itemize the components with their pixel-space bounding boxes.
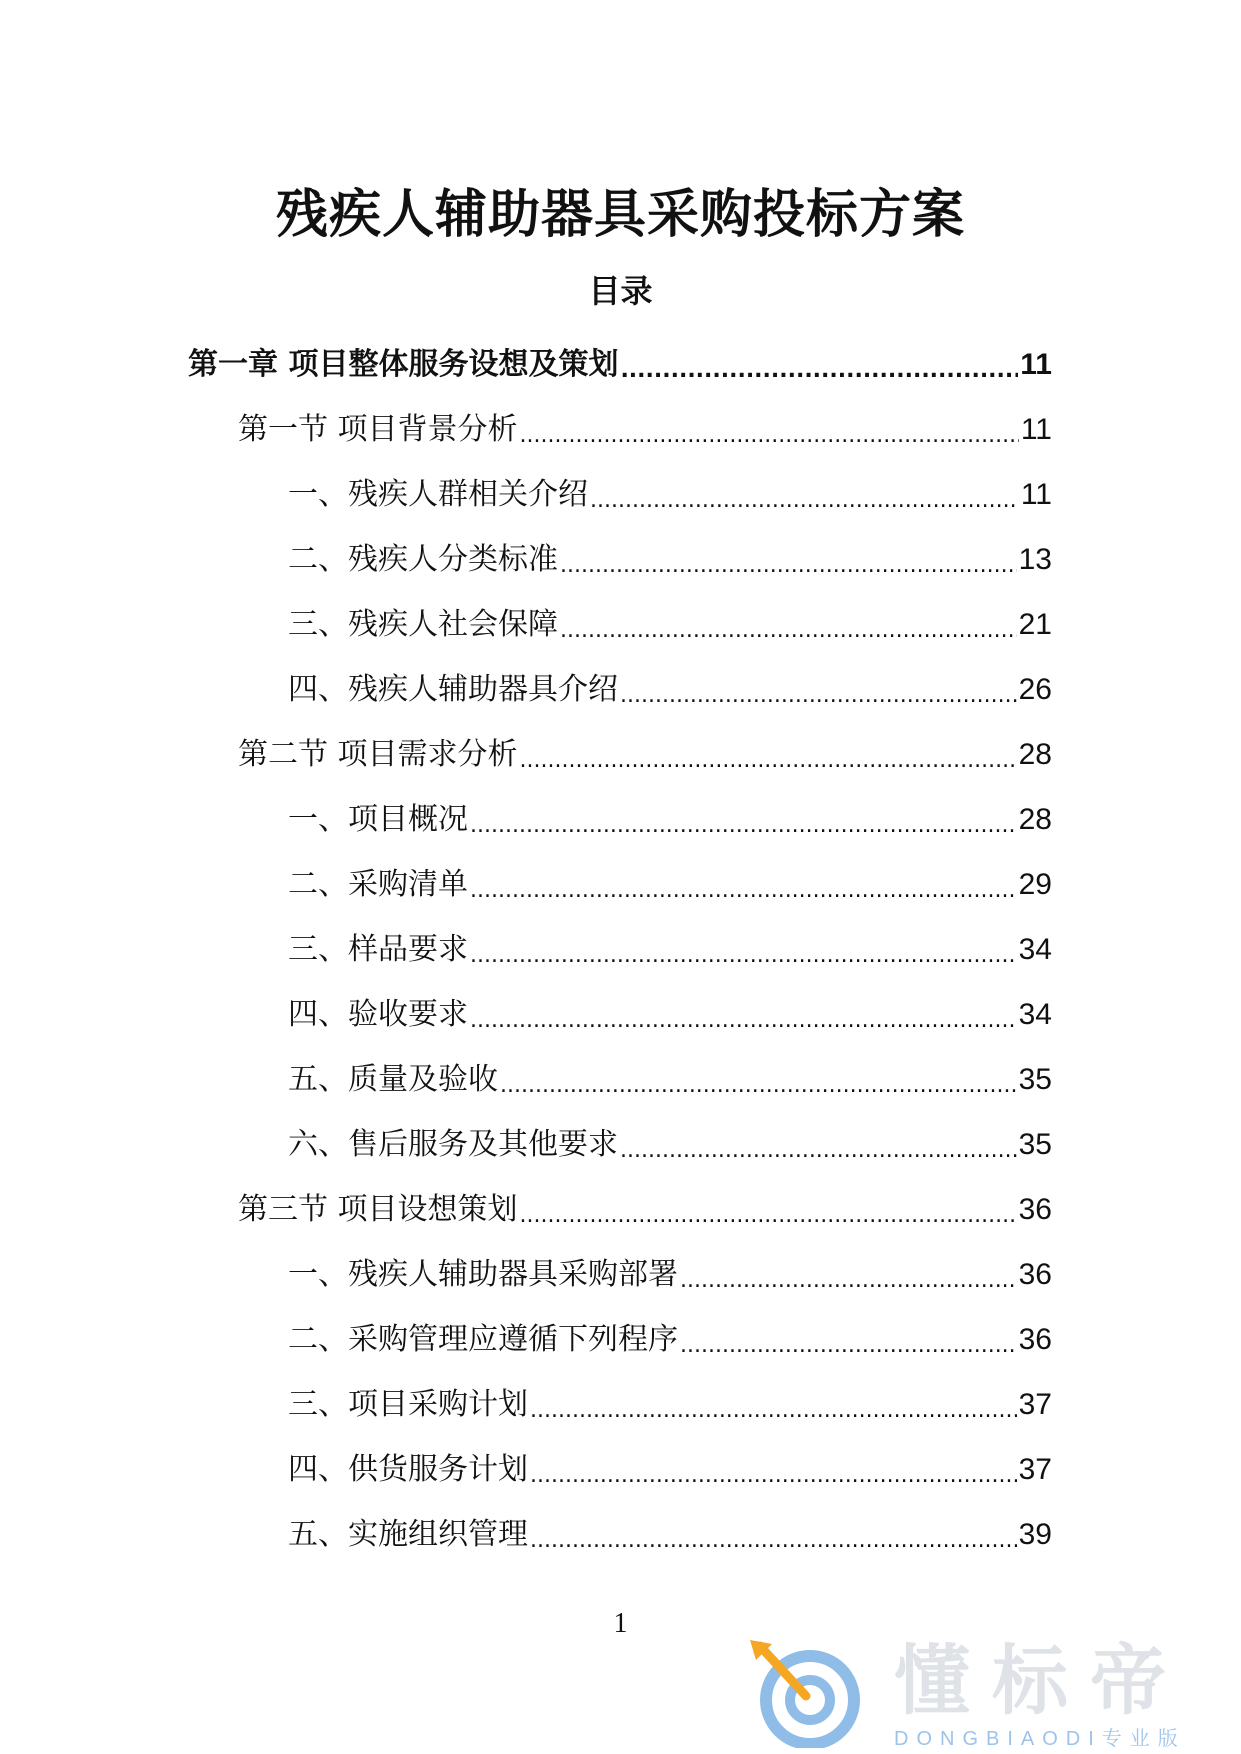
watermark-subtitle: DONGBIAODI专业版	[894, 1728, 1186, 1750]
toc-entry[interactable]	[288, 1112, 1052, 1177]
toc-entry-label: 二、采购管理应遵循下列程序	[288, 1321, 678, 1357]
toc-entry-page: 29	[1018, 867, 1052, 901]
toc-dot-leader	[530, 1391, 1017, 1431]
toc-entry-label: 二、采购清单	[288, 866, 468, 902]
toc-dot-leader	[470, 1001, 1017, 1041]
toc-entry-page: 11	[1020, 347, 1052, 381]
toc-entry-label: 四、验收要求	[288, 996, 468, 1032]
toc-entry-label: 五、质量及验收	[288, 1061, 498, 1097]
toc-entry-label: 三、残疾人社会保障	[288, 606, 558, 642]
toc-entry[interactable]	[288, 1242, 1052, 1307]
toc-entry-page: 34	[1018, 932, 1052, 966]
toc-entry-page: 28	[1018, 802, 1052, 836]
toc-entry-page: 21	[1018, 607, 1052, 641]
toc-dot-leader	[680, 1326, 1017, 1366]
toc-entry-page: 37	[1018, 1452, 1052, 1486]
toc-entry[interactable]	[288, 917, 1052, 982]
target-arrow-icon	[746, 1638, 862, 1748]
toc-dot-leader	[680, 1261, 1017, 1301]
toc-entry-page: 35	[1018, 1062, 1052, 1096]
toc-entry-page: 28	[1018, 737, 1052, 771]
toc-entry-label: 二、残疾人分类标准	[288, 541, 558, 577]
toc-dot-leader	[520, 1196, 1017, 1236]
toc-entry-label: 第三节 项目设想策划	[238, 1191, 518, 1227]
watermark	[746, 1638, 1216, 1748]
toc-dot-leader	[470, 871, 1017, 911]
toc-entry-page: 39	[1018, 1517, 1052, 1551]
toc-dot-leader	[530, 1521, 1017, 1561]
toc-dot-leader	[620, 676, 1017, 716]
toc-entry-label: 六、售后服务及其他要求	[288, 1126, 618, 1162]
toc-entry[interactable]	[238, 1177, 1052, 1242]
toc-entry[interactable]	[288, 852, 1052, 917]
toc-dot-leader	[560, 611, 1017, 651]
toc-entry[interactable]	[288, 787, 1052, 852]
toc-dot-leader	[500, 1066, 1017, 1106]
page-number: 1	[613, 1608, 628, 1639]
toc-entry[interactable]	[288, 592, 1052, 657]
toc-heading: 目录	[588, 272, 653, 310]
toc-entry-page: 11	[1020, 412, 1052, 446]
toc-entry[interactable]	[288, 1437, 1052, 1502]
toc-entry[interactable]	[238, 722, 1052, 787]
toc-entry[interactable]	[288, 657, 1052, 722]
toc-entry-label: 四、供货服务计划	[288, 1451, 528, 1487]
toc-entry-label: 五、实施组织管理	[288, 1516, 528, 1552]
document-title: 残疾人辅助器具采购投标方案	[275, 185, 965, 245]
toc-entry-page: 36	[1018, 1322, 1052, 1356]
toc-entry-page: 34	[1018, 997, 1052, 1031]
toc-entry[interactable]	[288, 1307, 1052, 1372]
toc-entry-page: 36	[1018, 1192, 1052, 1226]
toc-entry[interactable]	[288, 982, 1052, 1047]
toc-dot-leader	[520, 741, 1017, 781]
toc-entry-page: 13	[1018, 542, 1052, 576]
toc-entry-label: 三、项目采购计划	[288, 1386, 528, 1422]
table-of-contents	[0, 332, 1241, 1567]
toc-entry[interactable]	[288, 1372, 1052, 1437]
toc-entry-label: 四、残疾人辅助器具介绍	[288, 671, 618, 707]
toc-entry[interactable]	[288, 462, 1052, 527]
toc-entry-page: 35	[1018, 1127, 1052, 1161]
toc-entry-label: 第二节 项目需求分析	[238, 736, 518, 772]
toc-dot-leader	[470, 806, 1017, 846]
toc-dot-leader	[620, 1131, 1017, 1171]
toc-entry[interactable]	[288, 1502, 1052, 1567]
toc-entry[interactable]	[238, 397, 1052, 462]
toc-entry-label: 三、样品要求	[288, 931, 468, 967]
toc-entry-label: 一、残疾人群相关介绍	[288, 476, 588, 512]
toc-entry-label: 一、残疾人辅助器具采购部署	[288, 1256, 678, 1292]
toc-entry-label: 第一节 项目背景分析	[238, 411, 518, 447]
toc-entry-label: 一、项目概况	[288, 801, 468, 837]
toc-entry[interactable]	[188, 332, 1052, 397]
toc-dot-leader	[530, 1456, 1017, 1496]
toc-dot-leader	[590, 481, 1019, 521]
toc-entry-page: 11	[1020, 477, 1052, 511]
toc-entry[interactable]	[288, 527, 1052, 592]
toc-entry[interactable]	[288, 1047, 1052, 1112]
toc-dot-leader	[520, 416, 1019, 456]
toc-entry-page: 37	[1018, 1387, 1052, 1421]
toc-dot-leader	[620, 351, 1018, 391]
watermark-name: 懂标帝	[894, 1636, 1188, 1725]
toc-dot-leader	[560, 546, 1017, 586]
toc-dot-leader	[470, 936, 1017, 976]
toc-entry-label: 第一章 项目整体服务设想及策划	[188, 346, 619, 382]
toc-entry-page: 36	[1018, 1257, 1052, 1291]
toc-entry-page: 26	[1018, 672, 1052, 706]
